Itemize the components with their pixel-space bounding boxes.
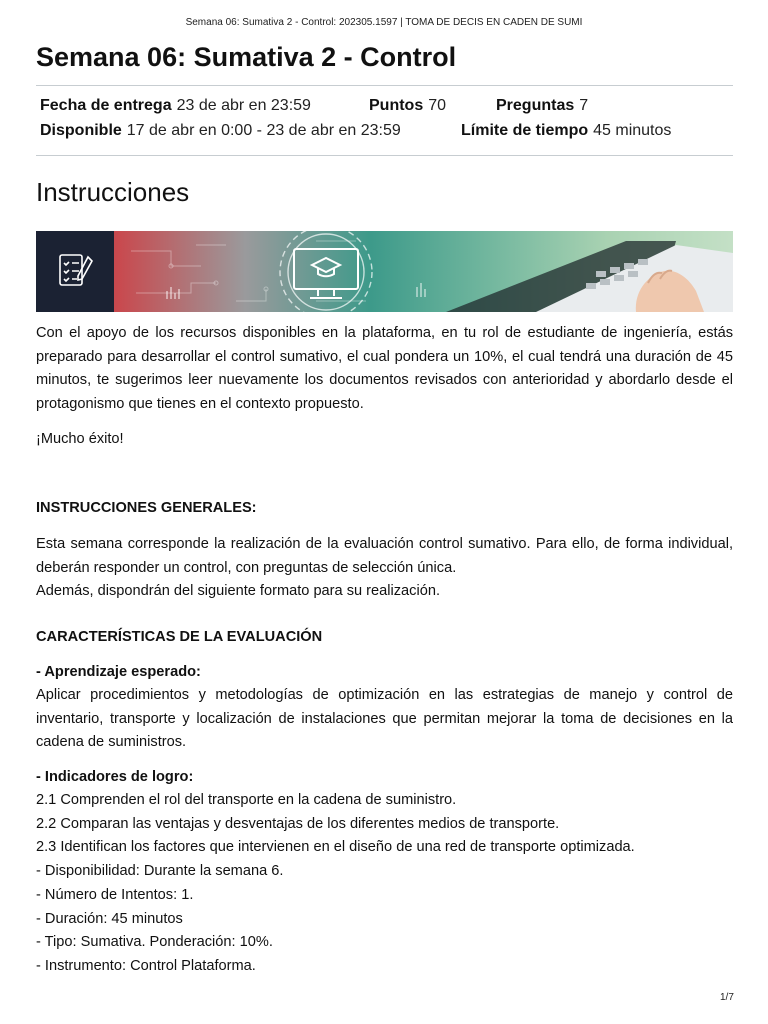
list-item: - Disponibilidad: Durante la semana 6. bbox=[36, 863, 284, 880]
meta-label: Límite de tiempo bbox=[461, 122, 589, 139]
print-header: Semana 06: Sumativa 2 - Control: 202305.1597 | TOMA DE DECIS EN CADEN DE SUMI bbox=[185, 17, 583, 28]
page-number: 1/7 bbox=[720, 992, 734, 1003]
indicadores-list bbox=[36, 789, 733, 979]
meta-value: 23 de abr en 23:59 bbox=[176, 97, 311, 114]
list-item: 2.2 Comparan las ventajas y desventajas de los diferentes medios de transporte. bbox=[36, 815, 560, 832]
list-item: - Duración: 45 minutos bbox=[36, 910, 183, 927]
laptop-image bbox=[446, 241, 733, 312]
generales-heading: INSTRUCCIONES GENERALES: bbox=[36, 500, 257, 516]
caracteristicas-heading: CARACTERÍSTICAS DE LA EVALUACIÓN bbox=[36, 629, 323, 645]
meta-disponible bbox=[40, 122, 401, 140]
meta-label: Puntos bbox=[369, 97, 424, 114]
generales-line: Además, dispondrán del siguiente formato para su realización. bbox=[36, 583, 440, 600]
divider-meta bbox=[36, 155, 733, 156]
meta-label: Preguntas bbox=[496, 97, 575, 114]
meta-limite-tiempo bbox=[461, 122, 671, 140]
instructions-banner bbox=[36, 231, 733, 312]
intro-paragraph: Con el apoyo de los recursos disponibles en la plataforma, en tu rol de estudiante de ingeniería, estás preparado para desarrollar el control sumativo, el cual pondera un 10%, el cual tendrá una duración de 45 minutos, te sugerimos leer nuevamente los documentos revisados con anterioridad y abordarlo desde el protagonismo que tienes en el contexto propuesto. bbox=[36, 325, 733, 413]
meta-value: 7 bbox=[579, 97, 589, 114]
graduation-cap-monitor-icon bbox=[294, 249, 358, 298]
page-title: Semana 06: Sumativa 2 - Control bbox=[36, 42, 457, 72]
list-item: - Número de Intentos: 1. bbox=[36, 886, 194, 903]
checklist-pencil-icon bbox=[60, 255, 92, 285]
generales-paragraph bbox=[36, 533, 733, 604]
meta-label: Fecha de entrega bbox=[40, 97, 172, 114]
meta-fecha-entrega bbox=[40, 97, 311, 115]
generales-line: Esta semana corresponde la realización de la evaluación control sumativo. Para ello, de forma individual, deberán responder un control, con preguntas de selección única. bbox=[36, 536, 733, 576]
list-item: 2.3 Identifican los factores que intervienen en el diseño de una red de transporte optimizada. bbox=[36, 839, 635, 856]
meta-label: Disponible bbox=[40, 122, 122, 139]
meta-value: 45 minutos bbox=[593, 122, 672, 139]
exito-text: ¡Mucho éxito! bbox=[36, 431, 124, 447]
divider-top bbox=[36, 85, 733, 86]
banner-illustration bbox=[36, 231, 733, 312]
section-title-instrucciones: Instrucciones bbox=[36, 177, 190, 207]
meta-value: 17 de abr en 0:00 - 23 de abr en 23:59 bbox=[126, 122, 401, 139]
meta-value: 70 bbox=[428, 97, 447, 114]
indicadores-heading: - Indicadores de logro: bbox=[36, 769, 194, 785]
aprendizaje-heading: - Aprendizaje esperado: bbox=[36, 664, 201, 680]
list-item: - Tipo: Sumativa. Ponderación: 10%. bbox=[36, 934, 273, 951]
list-item: - Instrumento: Control Plataforma. bbox=[36, 957, 256, 974]
meta-puntos bbox=[369, 97, 446, 115]
aprendizaje-paragraph: Aplicar procedimientos y metodologías de optimización en las estrategias de manejo y control de inventario, transporte y localización de instalaciones que permitan mejorar la toma de decisiones en la cadena de suministros. bbox=[36, 687, 733, 751]
meta-preguntas bbox=[496, 97, 588, 115]
list-item: 2.1 Comprenden el rol del transporte en la cadena de suministro. bbox=[36, 792, 457, 808]
